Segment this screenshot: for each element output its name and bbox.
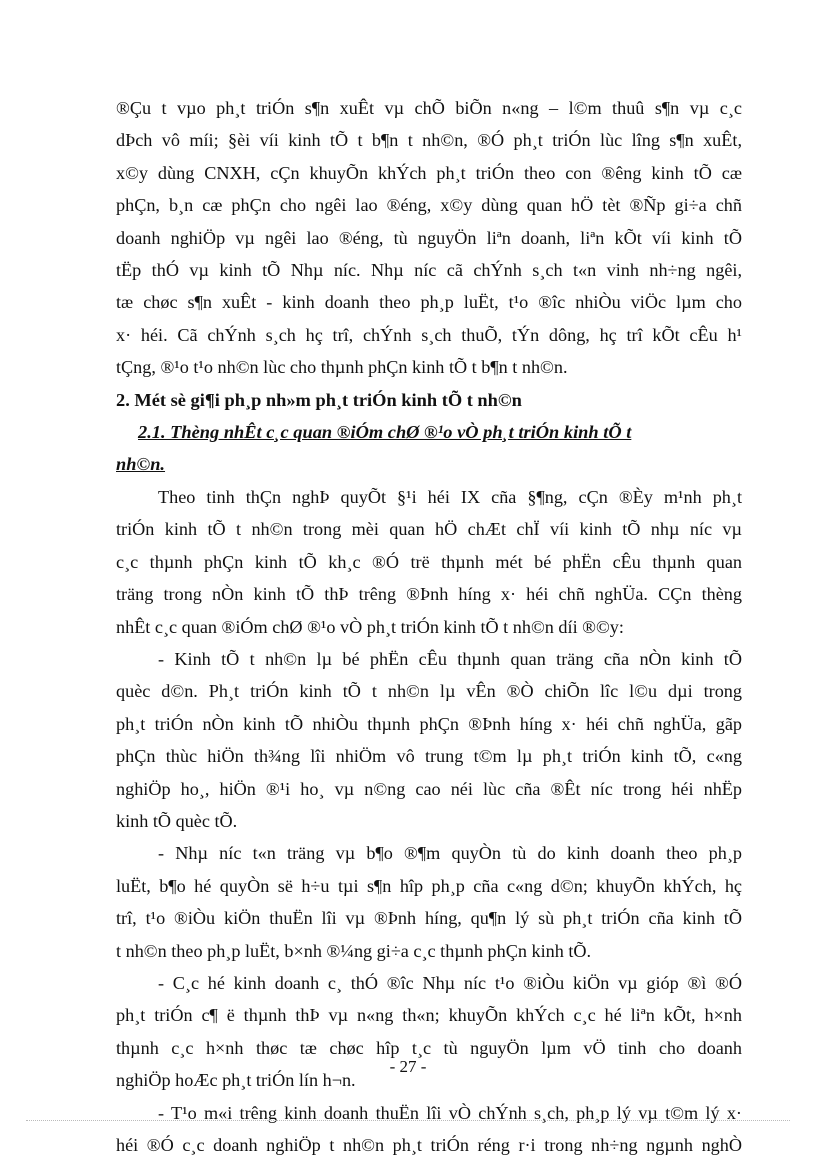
text-line: träng trong nÒn kinh tÕ thÞ trêng ®Þnh híng x· héi chñ nghÜa. CÇn thèng: [116, 584, 742, 605]
text-line: héi ®Ó c¸c doanh nghiÖp t nh©n ph¸t triÓn réng r·i trong nh÷ng ngµnh nghÒ: [116, 1135, 742, 1155]
page-body: [116, 92, 742, 1161]
text-line: trî, t¹o ®iÒu kiÖn thuËn lîi vµ ®Þnh híng, qu¶n lý sù ph¸t triÓn cña kinh tÕ: [116, 908, 742, 929]
text-line: phÇn thùc hiÖn th¾ng lîi nhiÖm vô trung t©m lµ ph¸t triÓn kinh tÕ, c«ng: [116, 746, 742, 767]
text-line: c¸c thµnh phÇn kinh tÕ kh¸c ®Ó trë thµnh mét bé phËn cÊu thµnh quan: [116, 551, 742, 572]
section-heading-2: 2. Mét sè gi¶i ph¸p nh»m ph¸t triÓn kinh tÕ t nh©n: [116, 389, 522, 410]
text-line: nghiÖp ho¸, hiÖn ®¹i ho¸ vµ n©ng cao néi lùc cña ®Êt níc trong héi nhËp: [116, 778, 742, 799]
text-line: ®Çu t vµo ph¸t triÓn s¶n xuÊt vµ chÕ biÕn n«ng – l©m thuû s¶n vµ c¸c: [116, 98, 742, 118]
text-line: quèc d©n. Ph¸t triÓn kinh tÕ t nh©n lµ vÊn ®Ò chiÕn lîc l©u dµi trong: [116, 681, 742, 702]
text-line: t nh©n theo ph¸p luËt, b×nh ®¼ng gi÷a c¸c thµnh phÇn kinh tÕ.: [116, 940, 592, 961]
paragraph-4: [116, 837, 742, 967]
text-line: doanh nghiÖp vµ ngêi lao ®éng, tù nguyÖn liªn doanh, liªn kÕt víi kinh tÕ: [116, 227, 742, 248]
text-line: tæ chøc s¶n xuÊt - kinh doanh theo ph¸p luËt, t¹o ®îc nhiÒu viÖc lµm cho: [116, 292, 742, 313]
text-line: - Kinh tÕ t nh©n lµ bé phËn cÊu thµnh quan träng cña nÒn kinh tÕ: [158, 648, 742, 669]
text-line: Theo tinh thÇn nghÞ quyÕt §¹i héi IX cña §¶ng, cÇn ®Èy m¹nh ph¸t: [158, 486, 742, 507]
text-line: - Nhµ níc t«n träng vµ b¶o ®¶m quyÒn tù do kinh doanh theo ph¸p: [158, 843, 742, 864]
text-line: triÓn kinh tÕ t nh©n trong mèi quan hÖ chÆt chÏ víi kinh tÕ nhµ níc vµ: [116, 519, 742, 540]
text-line: - C¸c hé kinh doanh c¸ thÓ ®îc Nhµ níc t¹o ®iÒu kiÖn vµ gióp ®ì ®Ó: [158, 972, 742, 993]
paragraph-6: [116, 1097, 742, 1161]
text-line: - T¹o m«i trêng kinh doanh thuËn lîi vÒ chÝnh s¸ch, ph¸p lý vµ t©m lý x·: [158, 1102, 742, 1123]
text-line: tËp thÓ vµ kinh tÕ Nhµ níc. Nhµ níc cã chÝnh s¸ch t«n vinh nh÷ng ngêi,: [116, 260, 742, 281]
paragraph-1: [116, 92, 742, 384]
text-line: tÇng, ®¹o t¹o nh©n lùc cho thµnh phÇn kinh tÕ t b¶n t nh©n.: [116, 357, 568, 378]
text-line: ph¸t triÓn nÒn kinh tÕ nhiÒu thµnh phÇn ®Þnh híng x· héi chñ nghÜa, gãp: [116, 713, 742, 734]
text-line: kinh tÕ quèc tÕ.: [116, 810, 238, 831]
page-number: - 27 -: [389, 1057, 427, 1076]
text-line: nghiÖp hoÆc ph¸t triÓn lín h¬n.: [116, 1070, 356, 1091]
text-line: luËt, b¶o hé quyÒn së h÷u tµi s¶n hîp ph¸p cña c«ng d©n; khuyÕn khÝch, hç: [116, 875, 742, 896]
text-line: dÞch vô míi; §èi víi kinh tÕ t b¶n t nh©n, ®Ó ph¸t triÓn lùc lîng s¶n xuÊt,: [116, 130, 742, 151]
paragraph-2: [116, 481, 742, 643]
text-line: ph¸t triÓn c¶ ë thµnh thÞ vµ n«ng th«n; khuyÕn khÝch c¸c hé liªn kÕt, h×nh: [116, 1005, 742, 1026]
page-bottom-border: [26, 1120, 790, 1121]
subsection-heading-2-1-continued: nh©n.: [116, 454, 166, 475]
subsection-heading-2-1: 2.1. Thèng nhÊt c¸c quan ®iÓm chØ ®¹o vÒ ph¸t triÓn kinh tÕ t: [138, 422, 632, 443]
text-line: x©y dùng CNXH, cÇn khuyÕn khÝch ph¸t triÓn theo con ®êng kinh tÕ cæ: [116, 162, 742, 183]
text-line: x· héi. Cã chÝnh s¸ch hç trî, chÝnh s¸ch thuÕ, tÝn dông, hç trî kÕt cÊu h¹: [116, 324, 742, 345]
text-line: nhÊt c¸c quan ®iÓm chØ ®¹o vÒ ph¸t triÓn kinh tÕ t nh©n díi ®©y:: [116, 616, 624, 637]
text-line: thµnh c¸c h×nh thøc tæ chøc hîp t¸c tù nguyÖn lµm vÖ tinh cho doanh: [116, 1037, 742, 1058]
paragraph-3: [116, 643, 742, 837]
paragraph-5: [116, 967, 742, 1097]
text-line: phÇn, b¸n cæ phÇn cho ngêi lao ®éng, x©y dùng quan hÖ tèt ®Ñp gi÷a chñ: [116, 195, 742, 216]
